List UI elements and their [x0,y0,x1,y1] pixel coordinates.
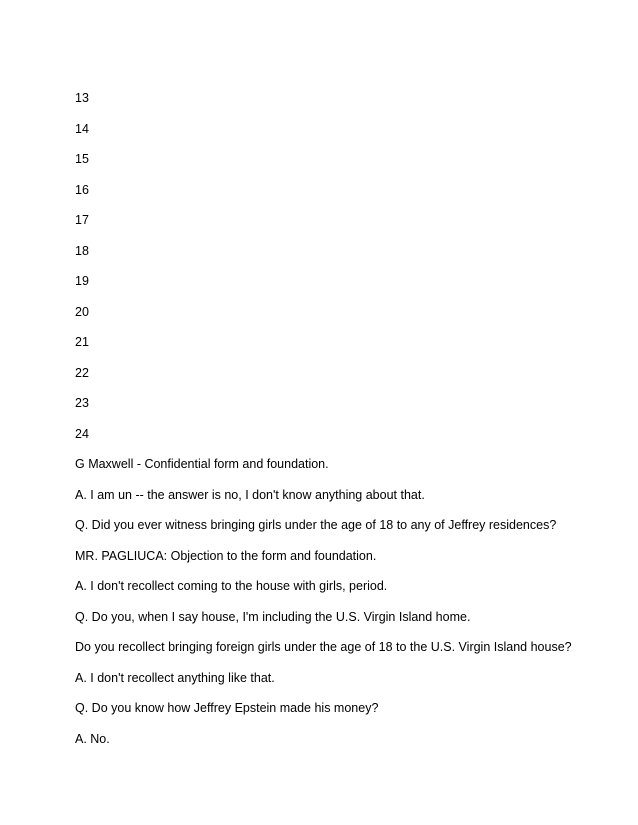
page-header-line: G Maxwell - Confidential form and foundation. [75,457,329,471]
transcript-lines [75,89,615,760]
answer-line: A. No. [75,731,110,746]
objection-line: MR. PAGLIUCA: Objection to the form and foundation. [75,548,377,563]
answer-line: A. I am un -- the answer is no, I don't know anything about that. [75,487,425,502]
line-number: 22 [75,365,89,380]
question-line: Q. Did you ever witness bringing girls under the age of 18 to any of Jeffrey residences? [75,518,557,532]
question-continuation-line: Do you recollect bringing foreign girls under the age of 18 to the U.S. Virgin Island house? [75,640,572,654]
line-number: 16 [75,182,89,197]
answer-line: A. I don't recollect anything like that. [75,670,275,685]
line-number: 15 [75,152,89,166]
question-line: Q. Do you know how Jeffrey Epstein made his money? [75,701,379,715]
question-line: Q. Do you, when I say house, I'm including the U.S. Virgin Island home. [75,609,471,624]
line-number: 19 [75,274,89,288]
line-number: 20 [75,304,89,319]
line-number: 23 [75,396,89,410]
answer-line: A. I don't recollect coming to the house with girls, period. [75,579,388,593]
line-number: 14 [75,121,89,136]
line-number: 18 [75,243,89,258]
line-number: 21 [75,335,89,349]
line-number: 24 [75,426,89,441]
line-number: 17 [75,213,89,227]
line-number: 13 [75,91,89,105]
